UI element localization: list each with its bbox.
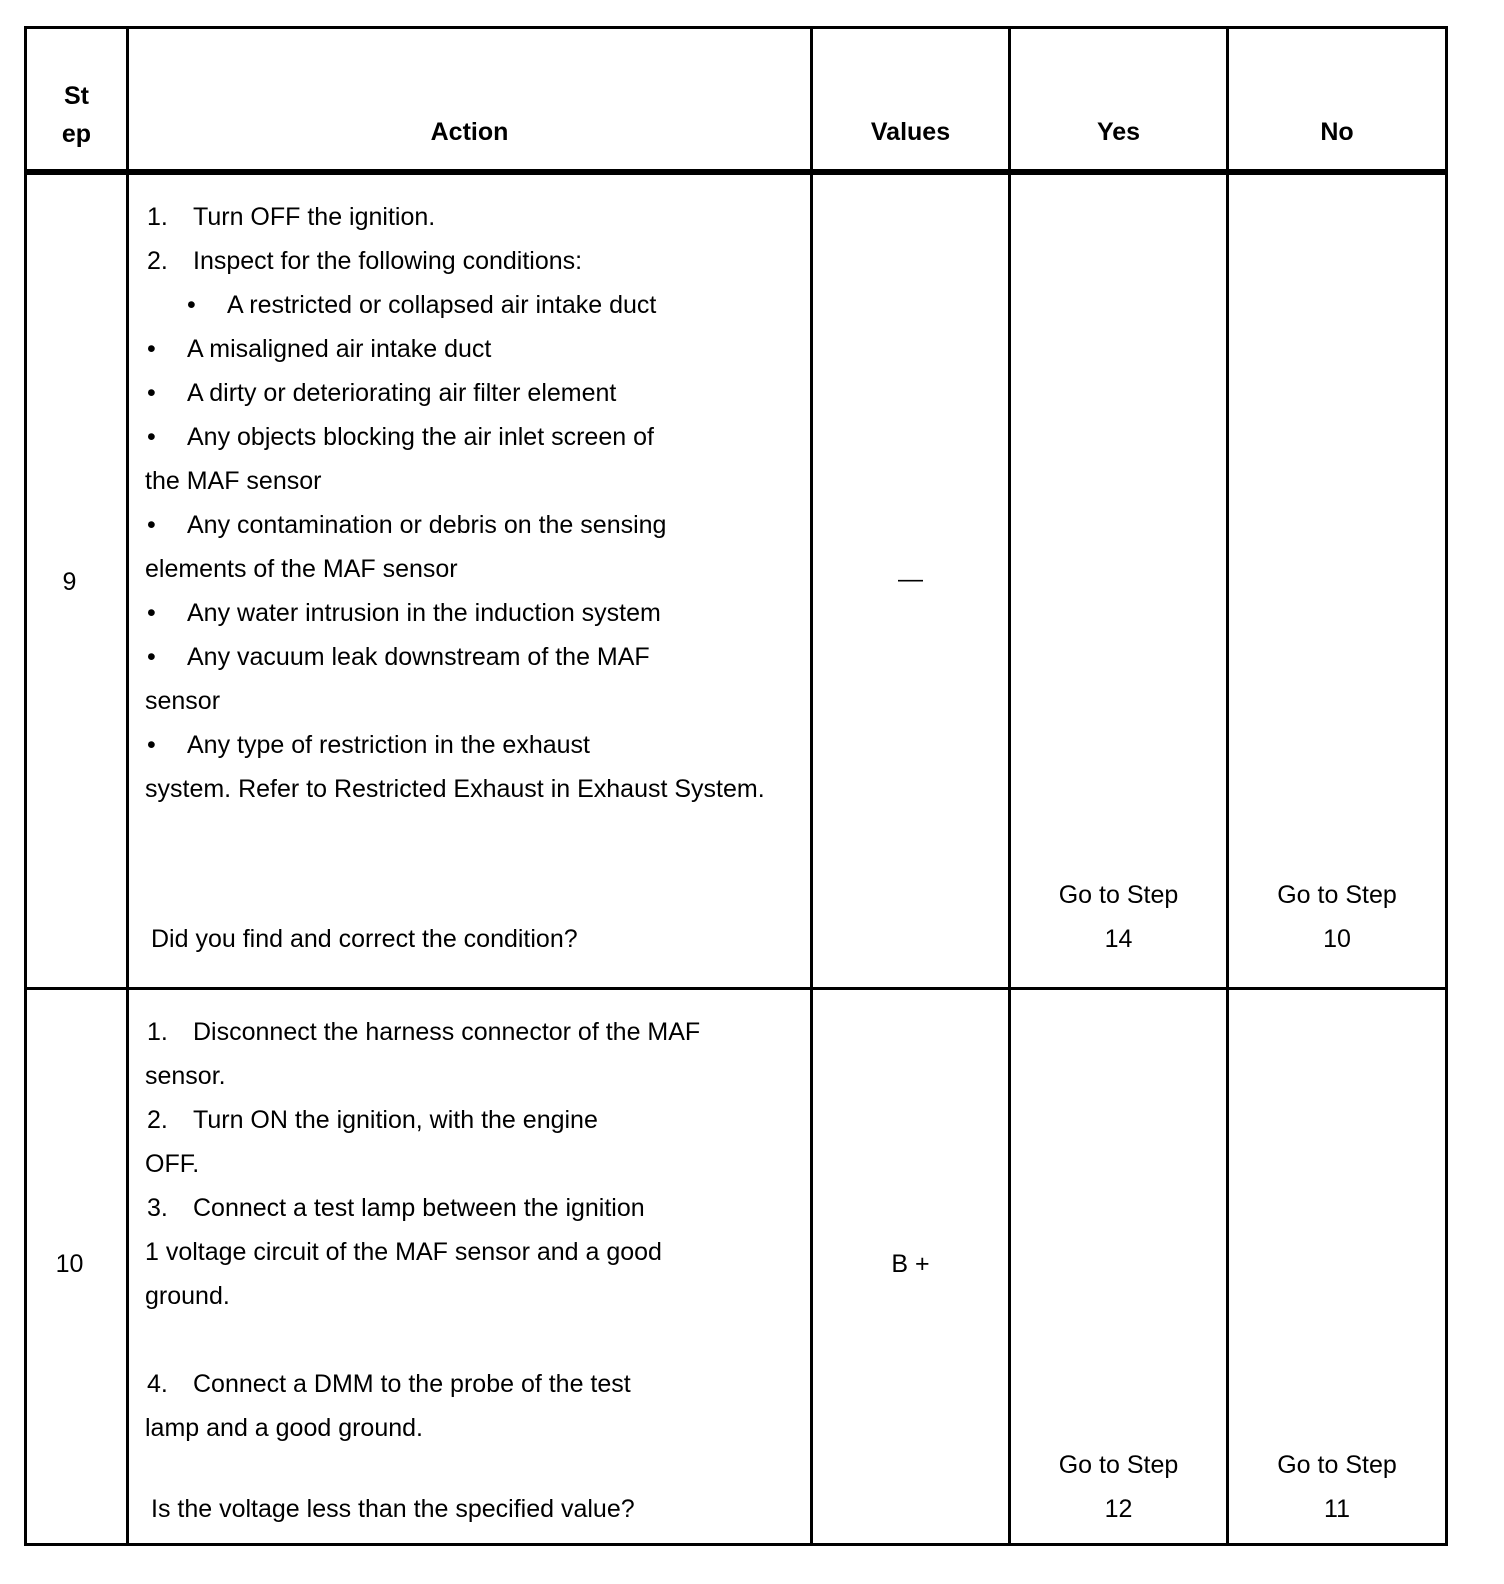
action-text: system. Refer to Restricted Exhaust in Exhaust System. (145, 775, 765, 803)
action-text: 1 voltage circuit of the MAF sensor and a good (145, 1238, 662, 1266)
action-line (145, 591, 810, 635)
table-row-step-9 (26, 172, 1447, 989)
list-number: 2. (147, 247, 168, 275)
header-action-label: Action (430, 118, 509, 146)
action-line (145, 635, 810, 679)
action-text: OFF. (145, 1150, 200, 1178)
value-text: — (898, 565, 923, 593)
action-text: Turn OFF the ignition. (193, 203, 436, 231)
action-line (145, 1010, 810, 1054)
action-line (145, 1098, 810, 1142)
action-list (145, 195, 810, 811)
action-line (145, 679, 810, 723)
header-step-line2: ep (61, 120, 92, 148)
action-text: Any water intrusion in the induction system (187, 599, 661, 627)
action-list (145, 1010, 810, 1450)
yes-goto (1011, 1443, 1226, 1531)
yes-cell (1010, 989, 1228, 1545)
action-cell (128, 172, 812, 989)
header-yes (1010, 28, 1228, 173)
no-goto (1229, 1443, 1445, 1531)
action-question: Did you find and correct the condition? (151, 925, 578, 953)
action-text: sensor (145, 687, 221, 715)
list-number: 1. (147, 203, 168, 231)
diagnostic-table (24, 26, 1448, 1546)
bullet-icon: • (147, 379, 156, 407)
list-number: 3. (147, 1194, 168, 1222)
action-line (145, 195, 810, 239)
no-cell (1228, 989, 1447, 1545)
action-text: Any vacuum leak downstream of the MAF (187, 643, 650, 671)
goto-label: Go to Step (1277, 881, 1397, 909)
action-question: Is the voltage less than the specified value? (151, 1495, 635, 1523)
action-line (145, 1274, 810, 1318)
goto-label: Go to Step (1277, 1451, 1397, 1479)
action-text: A dirty or deteriorating air filter element (187, 379, 617, 407)
action-line (145, 1230, 810, 1274)
header-step (26, 28, 128, 173)
step-number: 9 (62, 568, 77, 596)
goto-label: Go to Step (1058, 1451, 1179, 1479)
bullet-icon: • (147, 423, 156, 451)
list-number: 1. (147, 1018, 168, 1046)
header-row (26, 28, 1447, 173)
values-cell (812, 172, 1010, 989)
action-line (145, 1362, 810, 1406)
action-text: ground. (145, 1282, 230, 1310)
action-text: sensor. (145, 1062, 226, 1090)
step-number: 10 (55, 1250, 84, 1278)
action-line (145, 1142, 810, 1186)
goto-step-number: 12 (1104, 1495, 1133, 1523)
action-line (145, 239, 810, 283)
header-no-label: No (1320, 118, 1354, 146)
bullet-icon: • (147, 731, 156, 759)
action-line (145, 547, 810, 591)
spacer (145, 1318, 810, 1362)
values-cell (812, 989, 1010, 1545)
action-line (145, 723, 810, 767)
action-text: Connect a DMM to the probe of the test (193, 1370, 631, 1398)
bullet-icon: • (147, 511, 156, 539)
action-line (145, 371, 810, 415)
action-text: lamp and a good ground. (145, 1414, 423, 1442)
table-row-step-10 (26, 989, 1447, 1545)
action-text: the MAF sensor (145, 467, 322, 495)
action-text: A restricted or collapsed air intake duct (227, 291, 657, 319)
action-cell (128, 989, 812, 1545)
bullet-icon: • (147, 335, 156, 363)
goto-step-number: 14 (1104, 925, 1133, 953)
list-number: 4. (147, 1370, 168, 1398)
header-no (1228, 28, 1447, 173)
action-line (145, 1406, 810, 1450)
step-cell (26, 989, 128, 1545)
action-text: Any type of restriction in the exhaust (187, 731, 590, 759)
goto-step-number: 11 (1324, 1495, 1350, 1523)
header-yes-label: Yes (1096, 118, 1141, 146)
bullet-icon: • (147, 643, 156, 671)
action-line (145, 459, 810, 503)
action-line (145, 283, 810, 327)
action-line (145, 503, 810, 547)
action-text: Disconnect the harness connector of the MAF (193, 1018, 701, 1046)
list-number: 2. (147, 1106, 168, 1134)
action-line (145, 327, 810, 371)
action-text: Any contamination or debris on the sensing (187, 511, 667, 539)
header-step-line1: St (64, 82, 89, 110)
action-text: Connect a test lamp between the ignition (193, 1194, 645, 1222)
action-line (145, 415, 810, 459)
step-cell (26, 172, 128, 989)
action-line (145, 1186, 810, 1230)
yes-cell (1010, 172, 1228, 989)
no-cell (1228, 172, 1447, 989)
action-text: elements of the MAF sensor (145, 555, 458, 583)
yes-goto (1011, 873, 1226, 961)
action-text: A misaligned air intake duct (187, 335, 492, 363)
goto-step-number: 10 (1323, 925, 1351, 953)
no-goto (1229, 873, 1445, 961)
action-line (145, 767, 810, 811)
value-text: B + (891, 1250, 930, 1278)
action-line (145, 1054, 810, 1098)
action-text: Turn ON the ignition, with the engine (193, 1106, 598, 1134)
bullet-icon: • (187, 291, 196, 319)
header-values (812, 28, 1010, 173)
goto-label: Go to Step (1058, 881, 1179, 909)
bullet-icon: • (147, 599, 156, 627)
header-action (128, 28, 812, 173)
action-text: Any objects blocking the air inlet screen of (187, 423, 654, 451)
action-text: Inspect for the following conditions: (193, 247, 583, 275)
header-values-label: Values (870, 118, 951, 146)
